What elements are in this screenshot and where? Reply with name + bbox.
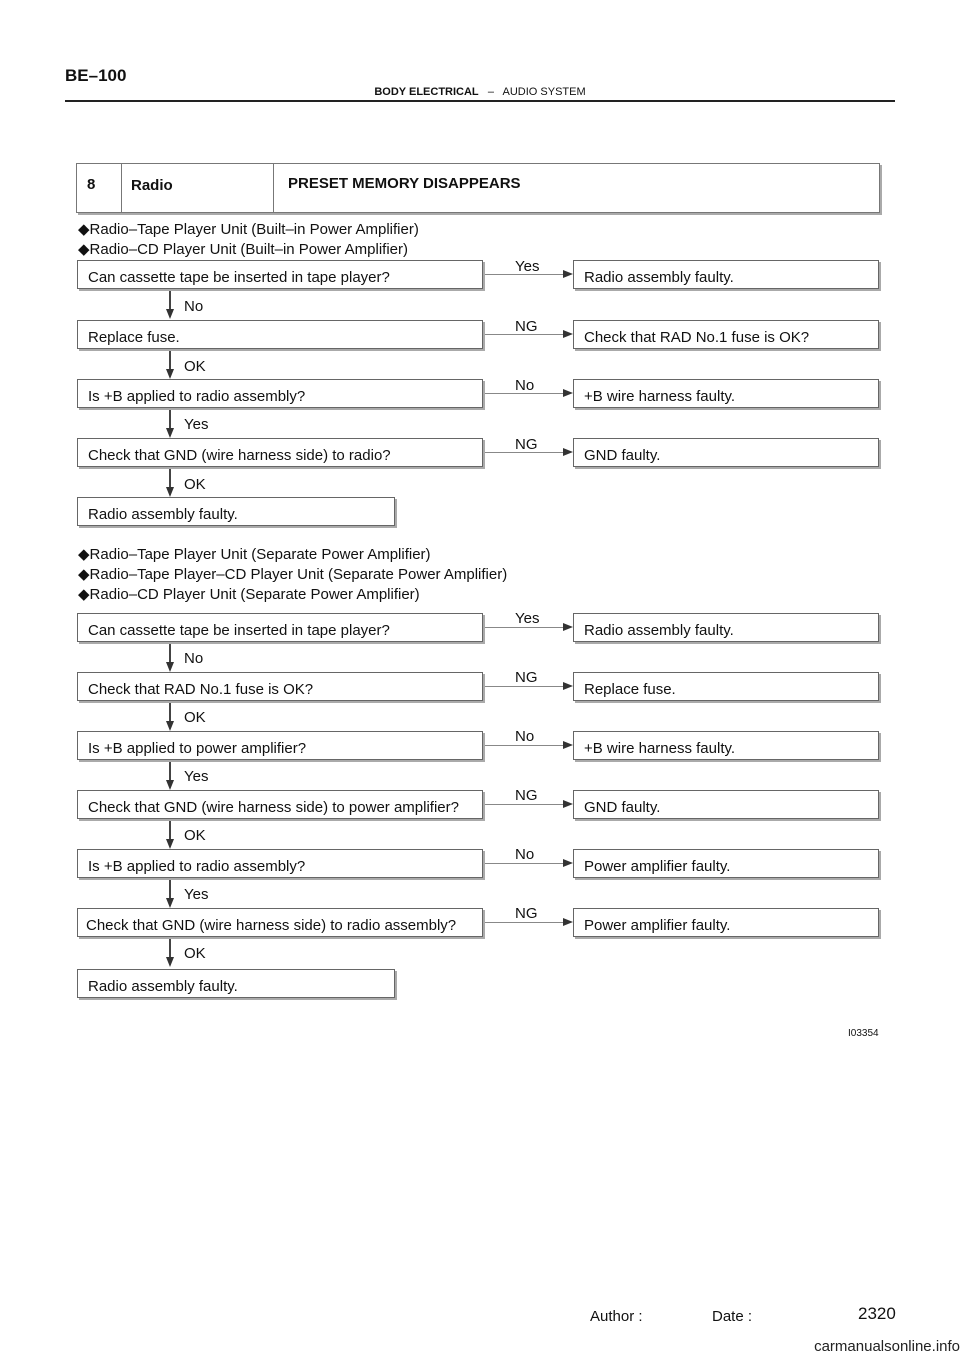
down-label: Yes [184, 416, 209, 433]
branch-arrow-line [485, 745, 563, 746]
arrow-down-icon [166, 369, 174, 379]
arrow-down-icon [166, 957, 174, 967]
question-box: Can cassette tape be inserted in tape player? [77, 260, 483, 289]
arrow-down-icon [166, 309, 174, 319]
flow-down-line [169, 469, 171, 487]
question-box: Is +B applied to power amplifier? [77, 731, 483, 760]
down-label: OK [184, 709, 206, 726]
arrow-right-icon [563, 623, 573, 631]
arrow-right-icon [563, 330, 573, 338]
arrow-right-icon [563, 859, 573, 867]
final-box: Radio assembly faulty. [77, 497, 395, 526]
branch-label: No [515, 728, 535, 745]
header-rule [65, 100, 895, 102]
arrow-down-icon [166, 487, 174, 497]
flow-down-line [169, 880, 171, 898]
down-label: No [184, 298, 204, 315]
branch-label: Yes [515, 258, 540, 275]
down-label: No [184, 650, 204, 667]
arrow-down-icon [166, 780, 174, 790]
result-box: Power amplifier faulty. [573, 849, 879, 878]
arrow-down-icon [166, 428, 174, 438]
question-box: Check that GND (wire harness side) to radio? [77, 438, 483, 467]
question-box: Check that RAD No.1 fuse is OK? [77, 672, 483, 701]
branch-arrow-line [485, 863, 563, 864]
flow-down-line [169, 410, 171, 428]
watermark: carmanualsonline.info [814, 1338, 960, 1355]
question-box: Can cassette tape be inserted in tape player? [77, 613, 483, 642]
header-num-cell [77, 164, 122, 212]
page-number: BE–100 [65, 66, 127, 85]
section-title [0, 86, 960, 98]
branch-label: NG [515, 905, 538, 922]
arrow-right-icon [563, 918, 573, 926]
flow-down-line [169, 351, 171, 369]
section-main: BODY ELECTRICAL [374, 86, 479, 98]
variant-label: ◆Radio–Tape Player Unit (Built–in Power Amplifier) [78, 221, 419, 238]
branch-label: No [515, 377, 535, 394]
result-box: Check that RAD No.1 fuse is OK? [573, 320, 879, 349]
arrow-right-icon [563, 389, 573, 397]
branch-label: Yes [515, 610, 540, 627]
action-box: Replace fuse. [77, 320, 483, 349]
flow-down-line [169, 939, 171, 957]
section-sub: AUDIO SYSTEM [502, 86, 586, 98]
result-box: +B wire harness faulty. [573, 379, 879, 408]
down-label: OK [184, 358, 206, 375]
variant-label: ◆Radio–CD Player Unit (Built–in Power Amplifier) [78, 241, 408, 258]
branch-arrow-line [485, 627, 563, 628]
down-label: Yes [184, 886, 209, 903]
branch-label: NG [515, 436, 538, 453]
arrow-down-icon [166, 898, 174, 908]
procedure-number: 8 [87, 176, 96, 193]
procedure-title: PRESET MEMORY DISAPPEARS [288, 175, 521, 192]
down-label: Yes [184, 768, 209, 785]
result-box: GND faulty. [573, 790, 879, 819]
section-separator: – [487, 86, 494, 98]
variant-label: ◆Radio–Tape Player Unit (Separate Power Amplifier) [78, 546, 431, 563]
flow-down-line [169, 291, 171, 309]
result-box: GND faulty. [573, 438, 879, 467]
arrow-down-icon [166, 662, 174, 672]
down-label: OK [184, 827, 206, 844]
arrow-right-icon [563, 448, 573, 456]
flow-down-line [169, 762, 171, 780]
arrow-right-icon [563, 800, 573, 808]
arrow-right-icon [563, 682, 573, 690]
flow-down-line [169, 644, 171, 662]
variant-label: ◆Radio–Tape Player–CD Player Unit (Separate Power Amplifier) [78, 566, 508, 583]
question-box: Check that GND (wire harness side) to power amplifier? [77, 790, 483, 819]
footer-author: Author : [590, 1308, 643, 1325]
question-box: Is +B applied to radio assembly? [77, 379, 483, 408]
arrow-right-icon [563, 270, 573, 278]
result-box: Replace fuse. [573, 672, 879, 701]
branch-label: No [515, 846, 535, 863]
result-box: Power amplifier faulty. [573, 908, 879, 937]
arrow-right-icon [563, 741, 573, 749]
arrow-down-icon [166, 721, 174, 731]
footer-page: 2320 [858, 1304, 896, 1323]
figure-id: I03354 [848, 1028, 879, 1039]
branch-arrow-line [485, 804, 563, 805]
down-label: OK [184, 945, 206, 962]
down-label: OK [184, 476, 206, 493]
branch-label: NG [515, 787, 538, 804]
flow-down-line [169, 821, 171, 839]
final-box: Radio assembly faulty. [77, 969, 395, 998]
flow-down-line [169, 703, 171, 721]
branch-arrow-line [485, 686, 563, 687]
procedure-category: Radio [131, 177, 173, 194]
footer-date: Date : [712, 1308, 753, 1325]
result-box: +B wire harness faulty. [573, 731, 879, 760]
branch-label: NG [515, 669, 538, 686]
variant-label: ◆Radio–CD Player Unit (Separate Power Amplifier) [78, 586, 420, 603]
question-box: Is +B applied to radio assembly? [77, 849, 483, 878]
result-box: Radio assembly faulty. [573, 260, 879, 289]
question-box: Check that GND (wire harness side) to radio assembly? [77, 908, 483, 937]
branch-arrow-line [485, 922, 563, 923]
result-box: Radio assembly faulty. [573, 613, 879, 642]
arrow-down-icon [166, 839, 174, 849]
branch-label: NG [515, 318, 538, 335]
